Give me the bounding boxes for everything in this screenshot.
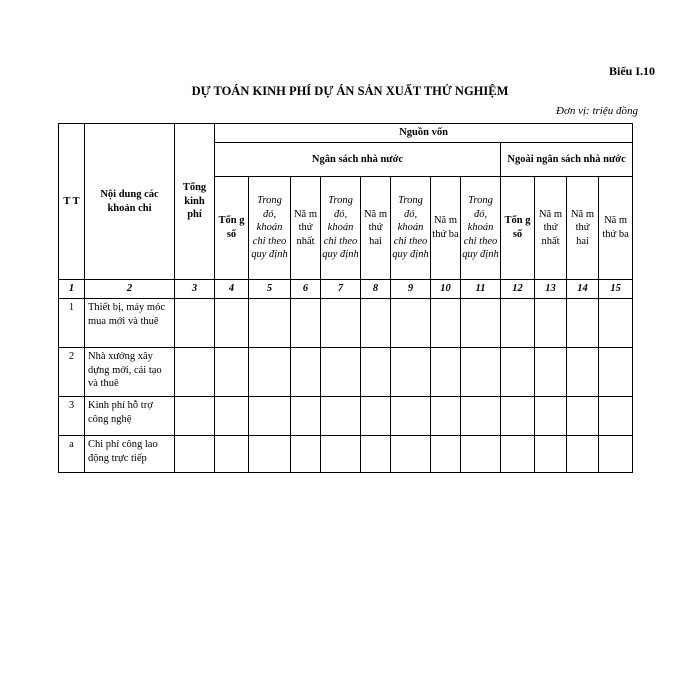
row-content: Chi phí công lao động trực tiếp [85, 436, 175, 473]
unit-note: Đơn vị: triệu đồng [556, 105, 638, 117]
column-number-row [59, 280, 633, 299]
column-number: 14 [567, 280, 599, 299]
table-cell[interactable] [291, 299, 321, 348]
table-cell[interactable] [535, 299, 567, 348]
table-cell[interactable] [501, 436, 535, 473]
table-cell[interactable] [215, 348, 249, 397]
table-cell[interactable] [501, 397, 535, 436]
row-tt: 1 [59, 299, 85, 348]
column-number: 8 [361, 280, 391, 299]
header-sources: Nguồn vốn [215, 124, 633, 143]
header-year2: Nă m thứ hai [361, 177, 391, 280]
table-cell[interactable] [535, 348, 567, 397]
table-cell[interactable] [535, 436, 567, 473]
table-cell[interactable] [175, 397, 215, 436]
column-number: 4 [215, 280, 249, 299]
header-content: Nội dung các khoản chi [85, 124, 175, 280]
table-cell[interactable] [291, 436, 321, 473]
row-tt: a [59, 436, 85, 473]
table-cell[interactable] [391, 299, 431, 348]
table-row [59, 348, 633, 397]
table-cell[interactable] [215, 436, 249, 473]
table-cell[interactable] [321, 436, 361, 473]
table-cell[interactable] [361, 436, 391, 473]
table-cell[interactable] [391, 397, 431, 436]
table-cell[interactable] [215, 299, 249, 348]
row-content: Thiết bị, máy móc mua mới và thuê [85, 299, 175, 348]
header-allocated-year2: Trong đó, khoán chi theo quy định [391, 177, 431, 280]
row-content: Kinh phí hỗ trợ công nghệ [85, 397, 175, 436]
form-code: Biểu I.10 [608, 64, 655, 78]
table-row [59, 299, 633, 348]
row-tt: 2 [59, 348, 85, 397]
table-cell[interactable] [361, 397, 391, 436]
table-cell[interactable] [461, 299, 501, 348]
budget-table [58, 123, 633, 473]
table-cell[interactable] [431, 348, 461, 397]
table-cell[interactable] [501, 348, 535, 397]
table-cell[interactable] [431, 397, 461, 436]
column-number: 6 [291, 280, 321, 299]
header-allocated-total: Trong đó, khoán chi theo quy định [249, 177, 291, 280]
table-cell[interactable] [249, 299, 291, 348]
table-cell[interactable] [535, 397, 567, 436]
table-row [59, 397, 633, 436]
header-state-budget: Ngân sách nhà nước [215, 143, 501, 177]
header-non-total: Tổn g số [501, 177, 535, 280]
table-cell[interactable] [249, 397, 291, 436]
table-cell[interactable] [291, 397, 321, 436]
header-tt: T T [59, 124, 85, 280]
header-non-state-budget: Ngoài ngân sách nhà nước [501, 143, 633, 177]
table-cell[interactable] [599, 397, 633, 436]
header-non-year1: Nă m thứ nhất [535, 177, 567, 280]
table-cell[interactable] [461, 348, 501, 397]
table-cell[interactable] [567, 436, 599, 473]
column-number: 3 [175, 280, 215, 299]
table-cell[interactable] [501, 299, 535, 348]
column-number: 9 [391, 280, 431, 299]
table-cell[interactable] [249, 436, 291, 473]
table-cell[interactable] [567, 299, 599, 348]
table-cell[interactable] [461, 397, 501, 436]
document-title: DỰ TOÁN KINH PHÍ DỰ ÁN SẢN XUẤT THỬ NGHIỆM [191, 84, 509, 98]
table-cell[interactable] [175, 436, 215, 473]
table-cell[interactable] [321, 397, 361, 436]
table-cell[interactable] [361, 299, 391, 348]
table-cell[interactable] [391, 348, 431, 397]
header-non-year3: Nă m thứ ba [599, 177, 633, 280]
table-cell[interactable] [461, 436, 501, 473]
table-cell[interactable] [175, 299, 215, 348]
column-number: 15 [599, 280, 633, 299]
header-total-amount: Tổn g số [215, 177, 249, 280]
table-cell[interactable] [431, 299, 461, 348]
header-total: Tổng kinh phí [175, 124, 215, 280]
column-number: 11 [461, 280, 501, 299]
table-cell[interactable] [567, 397, 599, 436]
header-year1: Nă m thứ nhất [291, 177, 321, 280]
header-allocated-year1: Trong đó, khoán chi theo quy định [321, 177, 361, 280]
column-number: 7 [321, 280, 361, 299]
column-number: 1 [59, 280, 85, 299]
column-number: 12 [501, 280, 535, 299]
table-row [59, 436, 633, 473]
table-cell[interactable] [599, 299, 633, 348]
header-non-year2: Nă m thứ hai [567, 177, 599, 280]
table-cell[interactable] [567, 348, 599, 397]
column-number: 5 [249, 280, 291, 299]
table-cell[interactable] [291, 348, 321, 397]
column-number: 10 [431, 280, 461, 299]
row-tt: 3 [59, 397, 85, 436]
table-cell[interactable] [321, 299, 361, 348]
table-cell[interactable] [249, 348, 291, 397]
table-cell[interactable] [361, 348, 391, 397]
table-cell[interactable] [431, 436, 461, 473]
header-year3: Nă m thứ ba [431, 177, 461, 280]
header-allocated-year3: Trong đó, khoán chi theo quy định [461, 177, 501, 280]
table-cell[interactable] [215, 397, 249, 436]
table-cell[interactable] [321, 348, 361, 397]
row-content: Nhà xưởng xây dựng mới, cải tạo và thuê [85, 348, 175, 397]
column-number: 13 [535, 280, 567, 299]
table-cell[interactable] [599, 348, 633, 397]
table-cell[interactable] [391, 436, 431, 473]
table-cell[interactable] [599, 436, 633, 473]
table-cell[interactable] [175, 348, 215, 397]
column-number: 2 [85, 280, 175, 299]
